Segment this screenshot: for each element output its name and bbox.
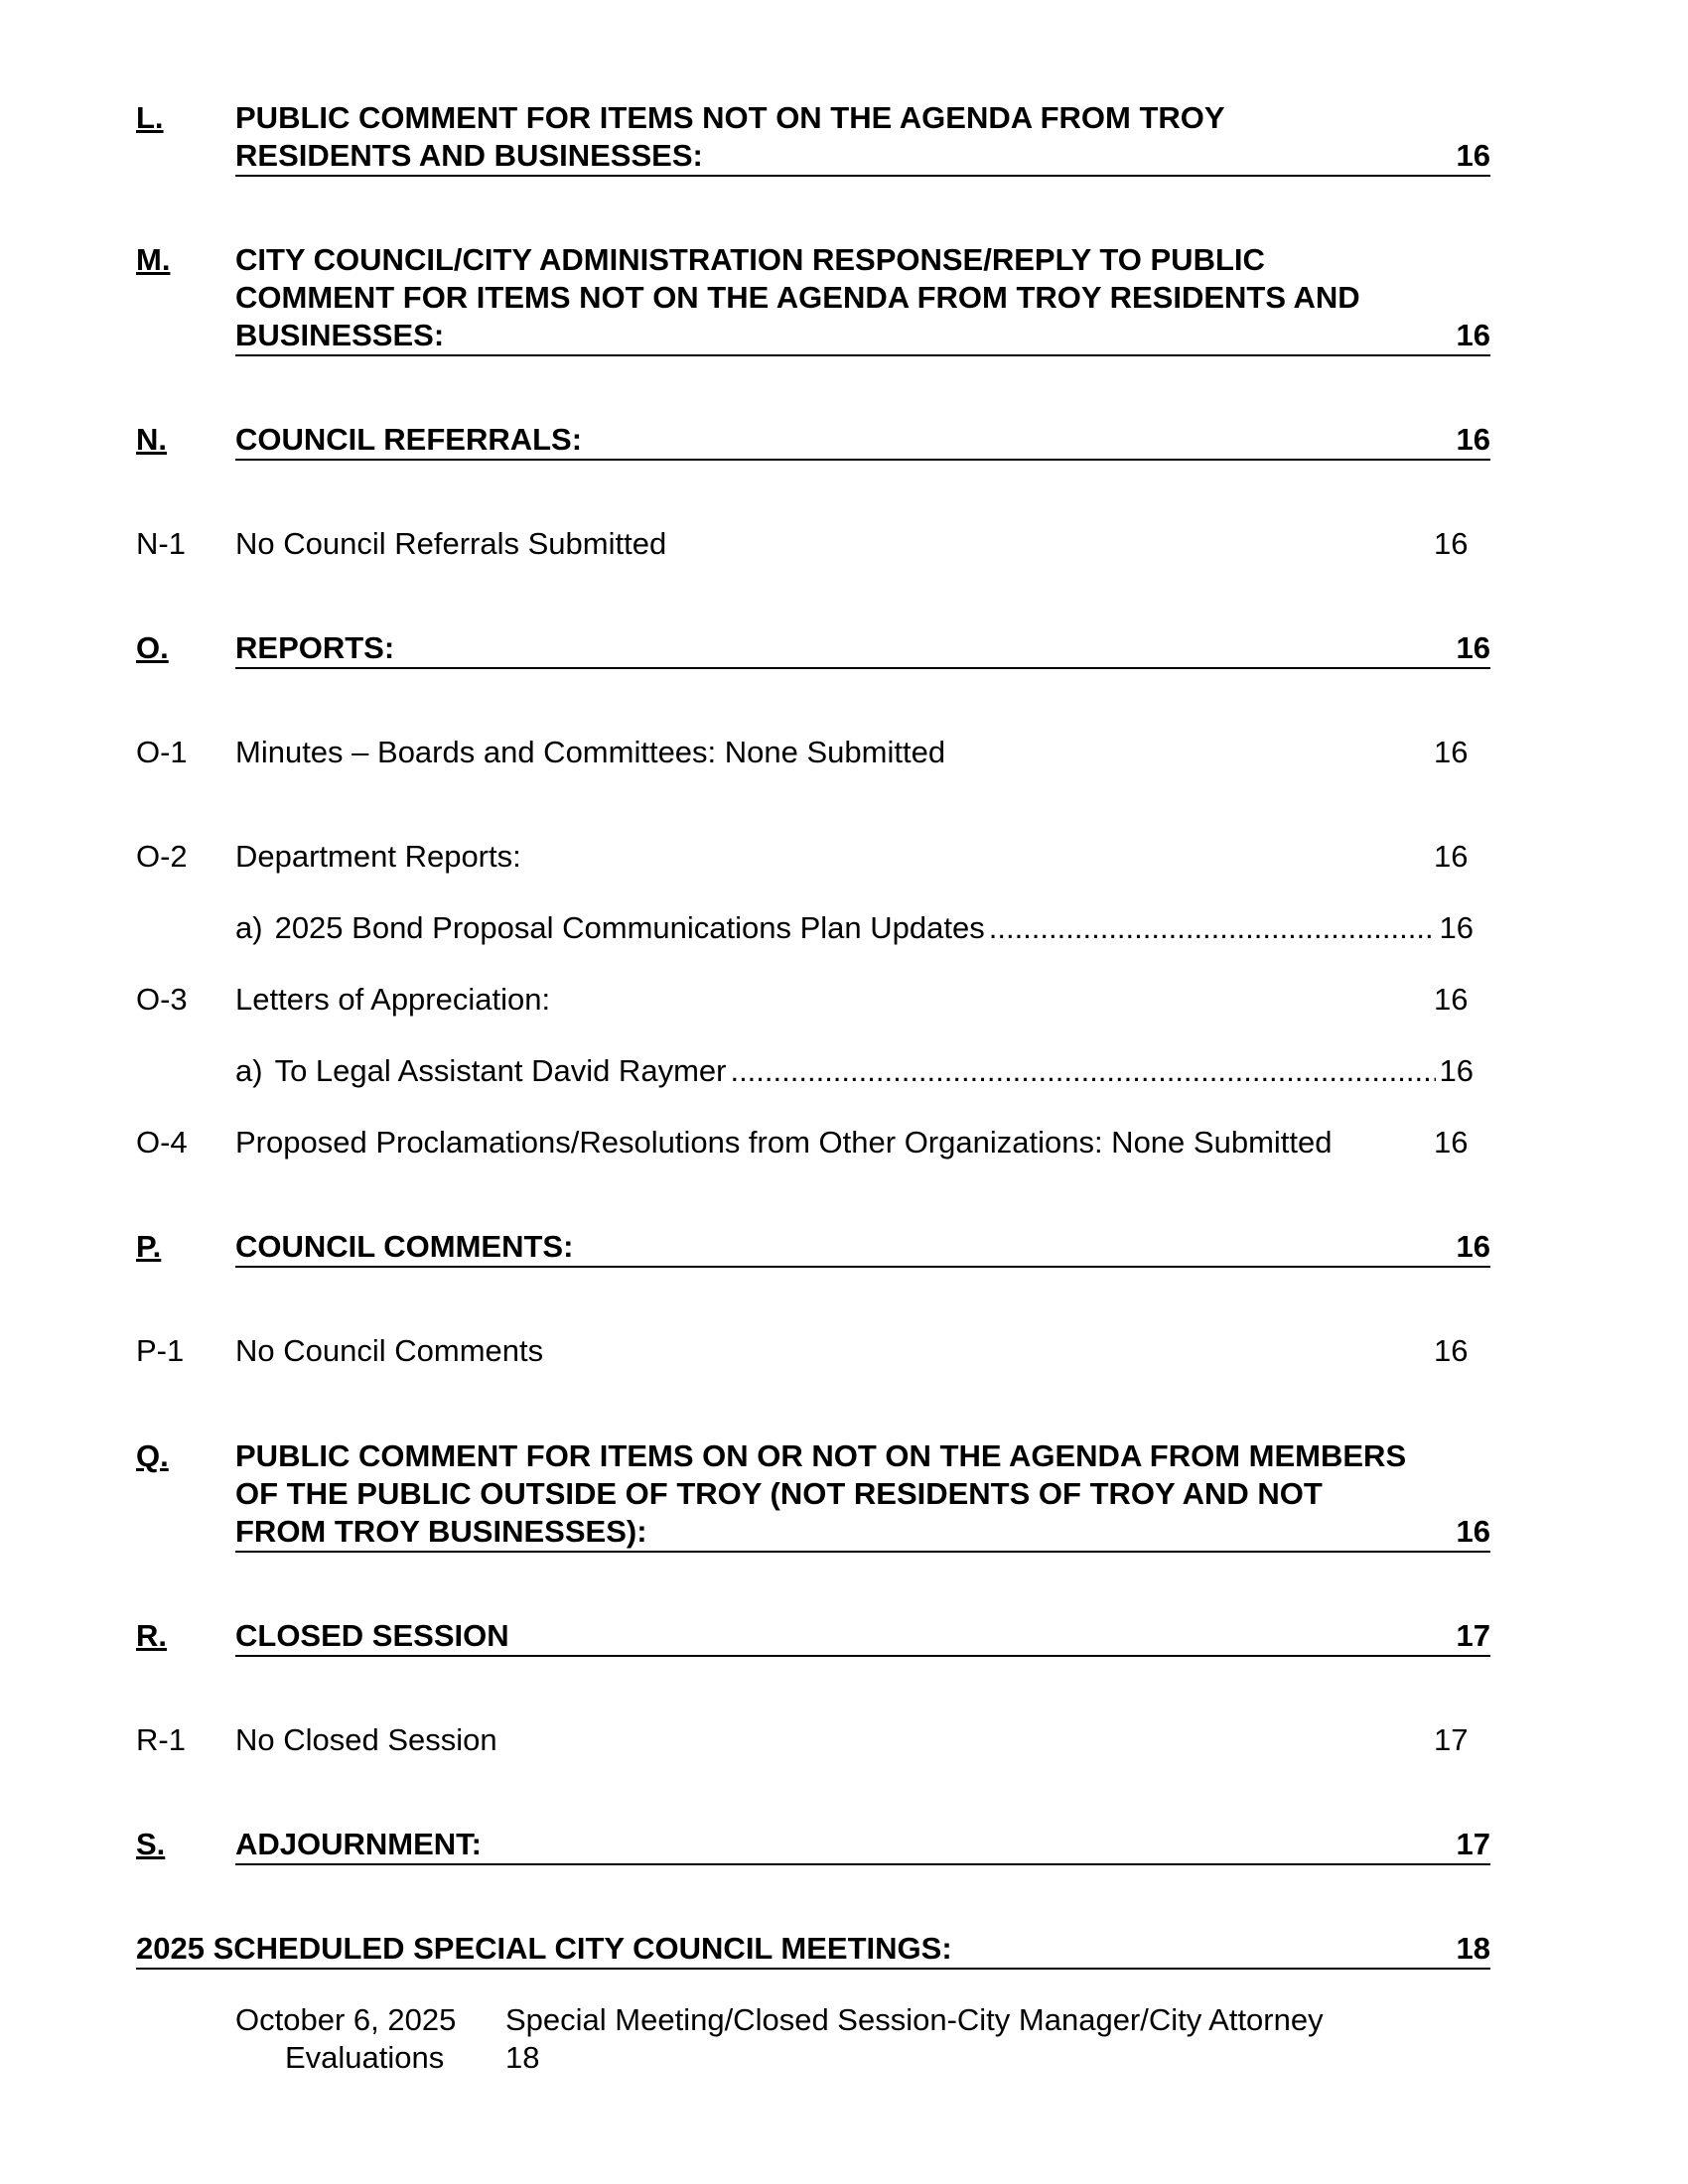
special-meetings-heading — [136, 1930, 1490, 1970]
item-code: O-3 — [136, 982, 188, 1017]
item-text: Letters of Appreciation: — [235, 982, 551, 1017]
section-letter: L. — [136, 100, 164, 135]
item-code: R-1 — [136, 1722, 186, 1757]
section-title — [235, 1228, 1490, 1268]
section-title — [235, 99, 1490, 177]
item-code: N-1 — [136, 526, 186, 561]
section-letter: O. — [136, 630, 169, 665]
section-title-line: ADJOURNMENT: — [235, 1827, 482, 1861]
subitem-o-3-a — [235, 1052, 1474, 1090]
section-title-line: COUNCIL COMMENTS: — [235, 1229, 574, 1264]
section-title-line: OF THE PUBLIC OUTSIDE OF TROY (NOT RESIDENTS OF TROY AND NOT — [235, 1476, 1323, 1511]
section-title-line: REPORTS: — [235, 630, 395, 665]
meeting-description: Special Meeting/Closed Session-City Manager/City Attorney — [505, 2002, 1324, 2037]
page-number: 17 — [1456, 1618, 1490, 1653]
page-number: 16 — [1434, 1125, 1469, 1160]
special-meetings-title: 2025 SCHEDULED SPECIAL CITY COUNCIL MEETINGS: — [136, 1931, 952, 1966]
page-number: 16 — [1434, 735, 1469, 769]
section-letter: Q. — [136, 1438, 169, 1473]
section-title — [235, 241, 1490, 356]
section-title-line: RESIDENTS AND BUSINESSES: — [235, 138, 703, 173]
page-number: 16 — [1456, 318, 1490, 352]
meeting-description-cont: Evaluations — [285, 2040, 445, 2075]
page-number: 18 — [505, 2040, 540, 2075]
page-number: 16 — [1456, 1229, 1490, 1264]
page-number: 16 — [1434, 526, 1469, 561]
meeting-date: October 6, 2025 — [235, 2002, 457, 2037]
page-number: 16 — [1434, 839, 1469, 874]
section-title — [235, 1617, 1490, 1657]
section-letter: M. — [136, 242, 171, 277]
section-title — [235, 629, 1490, 669]
section-title-line: BUSINESSES: — [235, 318, 445, 352]
subitem-text: 2025 Bond Proposal Communications Plan Updates — [274, 910, 985, 945]
section-letter: P. — [136, 1229, 162, 1264]
subitem-mark: a) — [235, 910, 263, 945]
subitem-text: To Legal Assistant David Raymer — [274, 1053, 727, 1088]
page-number: 16 — [1434, 982, 1469, 1017]
section-title-line: CLOSED SESSION — [235, 1618, 509, 1653]
section-title-line: PUBLIC COMMENT FOR ITEMS ON OR NOT ON THE AGENDA FROM MEMBERS — [235, 1438, 1407, 1473]
section-title-line: CITY COUNCIL/CITY ADMINISTRATION RESPONSE/REPLY TO PUBLIC — [235, 242, 1265, 277]
page-number: 16 — [1456, 138, 1490, 173]
section-title-line: COMMENT FOR ITEMS NOT ON THE AGENDA FROM TROY RESIDENTS AND — [235, 280, 1360, 315]
page-number: 16 — [1439, 910, 1474, 945]
item-code: O-1 — [136, 735, 188, 769]
page-number: 17 — [1456, 1827, 1490, 1861]
page-number: 18 — [1456, 1931, 1490, 1966]
item-code: P-1 — [136, 1333, 185, 1368]
section-title — [235, 421, 1490, 461]
section-letter: R. — [136, 1618, 167, 1653]
section-title-line: COUNCIL REFERRALS: — [235, 422, 583, 457]
section-letter: S. — [136, 1827, 166, 1861]
page-number: 16 — [1456, 422, 1490, 457]
item-text: No Council Comments — [235, 1333, 544, 1368]
item-text: No Closed Session — [235, 1722, 497, 1757]
dot-leader — [730, 1052, 1435, 1090]
item-text: Proposed Proclamations/Resolutions from Other Organizations: None Submitted — [235, 1125, 1333, 1160]
subitem-o-2-a — [235, 909, 1474, 947]
section-title-line: PUBLIC COMMENT FOR ITEMS NOT ON THE AGENDA FROM TROY — [235, 100, 1225, 135]
item-code: O-2 — [136, 839, 188, 874]
dot-leader — [989, 909, 1436, 947]
section-letter: N. — [136, 422, 167, 457]
item-text: Department Reports: — [235, 839, 521, 874]
page-number: 16 — [1456, 1514, 1490, 1549]
item-code: O-4 — [136, 1125, 188, 1160]
page-number: 16 — [1434, 1333, 1469, 1368]
section-title-line: FROM TROY BUSINESSES): — [235, 1514, 647, 1549]
page-number: 16 — [1439, 1053, 1474, 1088]
page-number: 16 — [1456, 630, 1490, 665]
subitem-mark: a) — [235, 1053, 263, 1088]
item-text: Minutes – Boards and Committees: None Submitted — [235, 735, 946, 769]
page-number: 17 — [1434, 1722, 1469, 1757]
item-text: No Council Referrals Submitted — [235, 526, 667, 561]
special-meeting-entry — [235, 2001, 1477, 2081]
section-title — [235, 1826, 1490, 1865]
section-title — [235, 1437, 1490, 1553]
